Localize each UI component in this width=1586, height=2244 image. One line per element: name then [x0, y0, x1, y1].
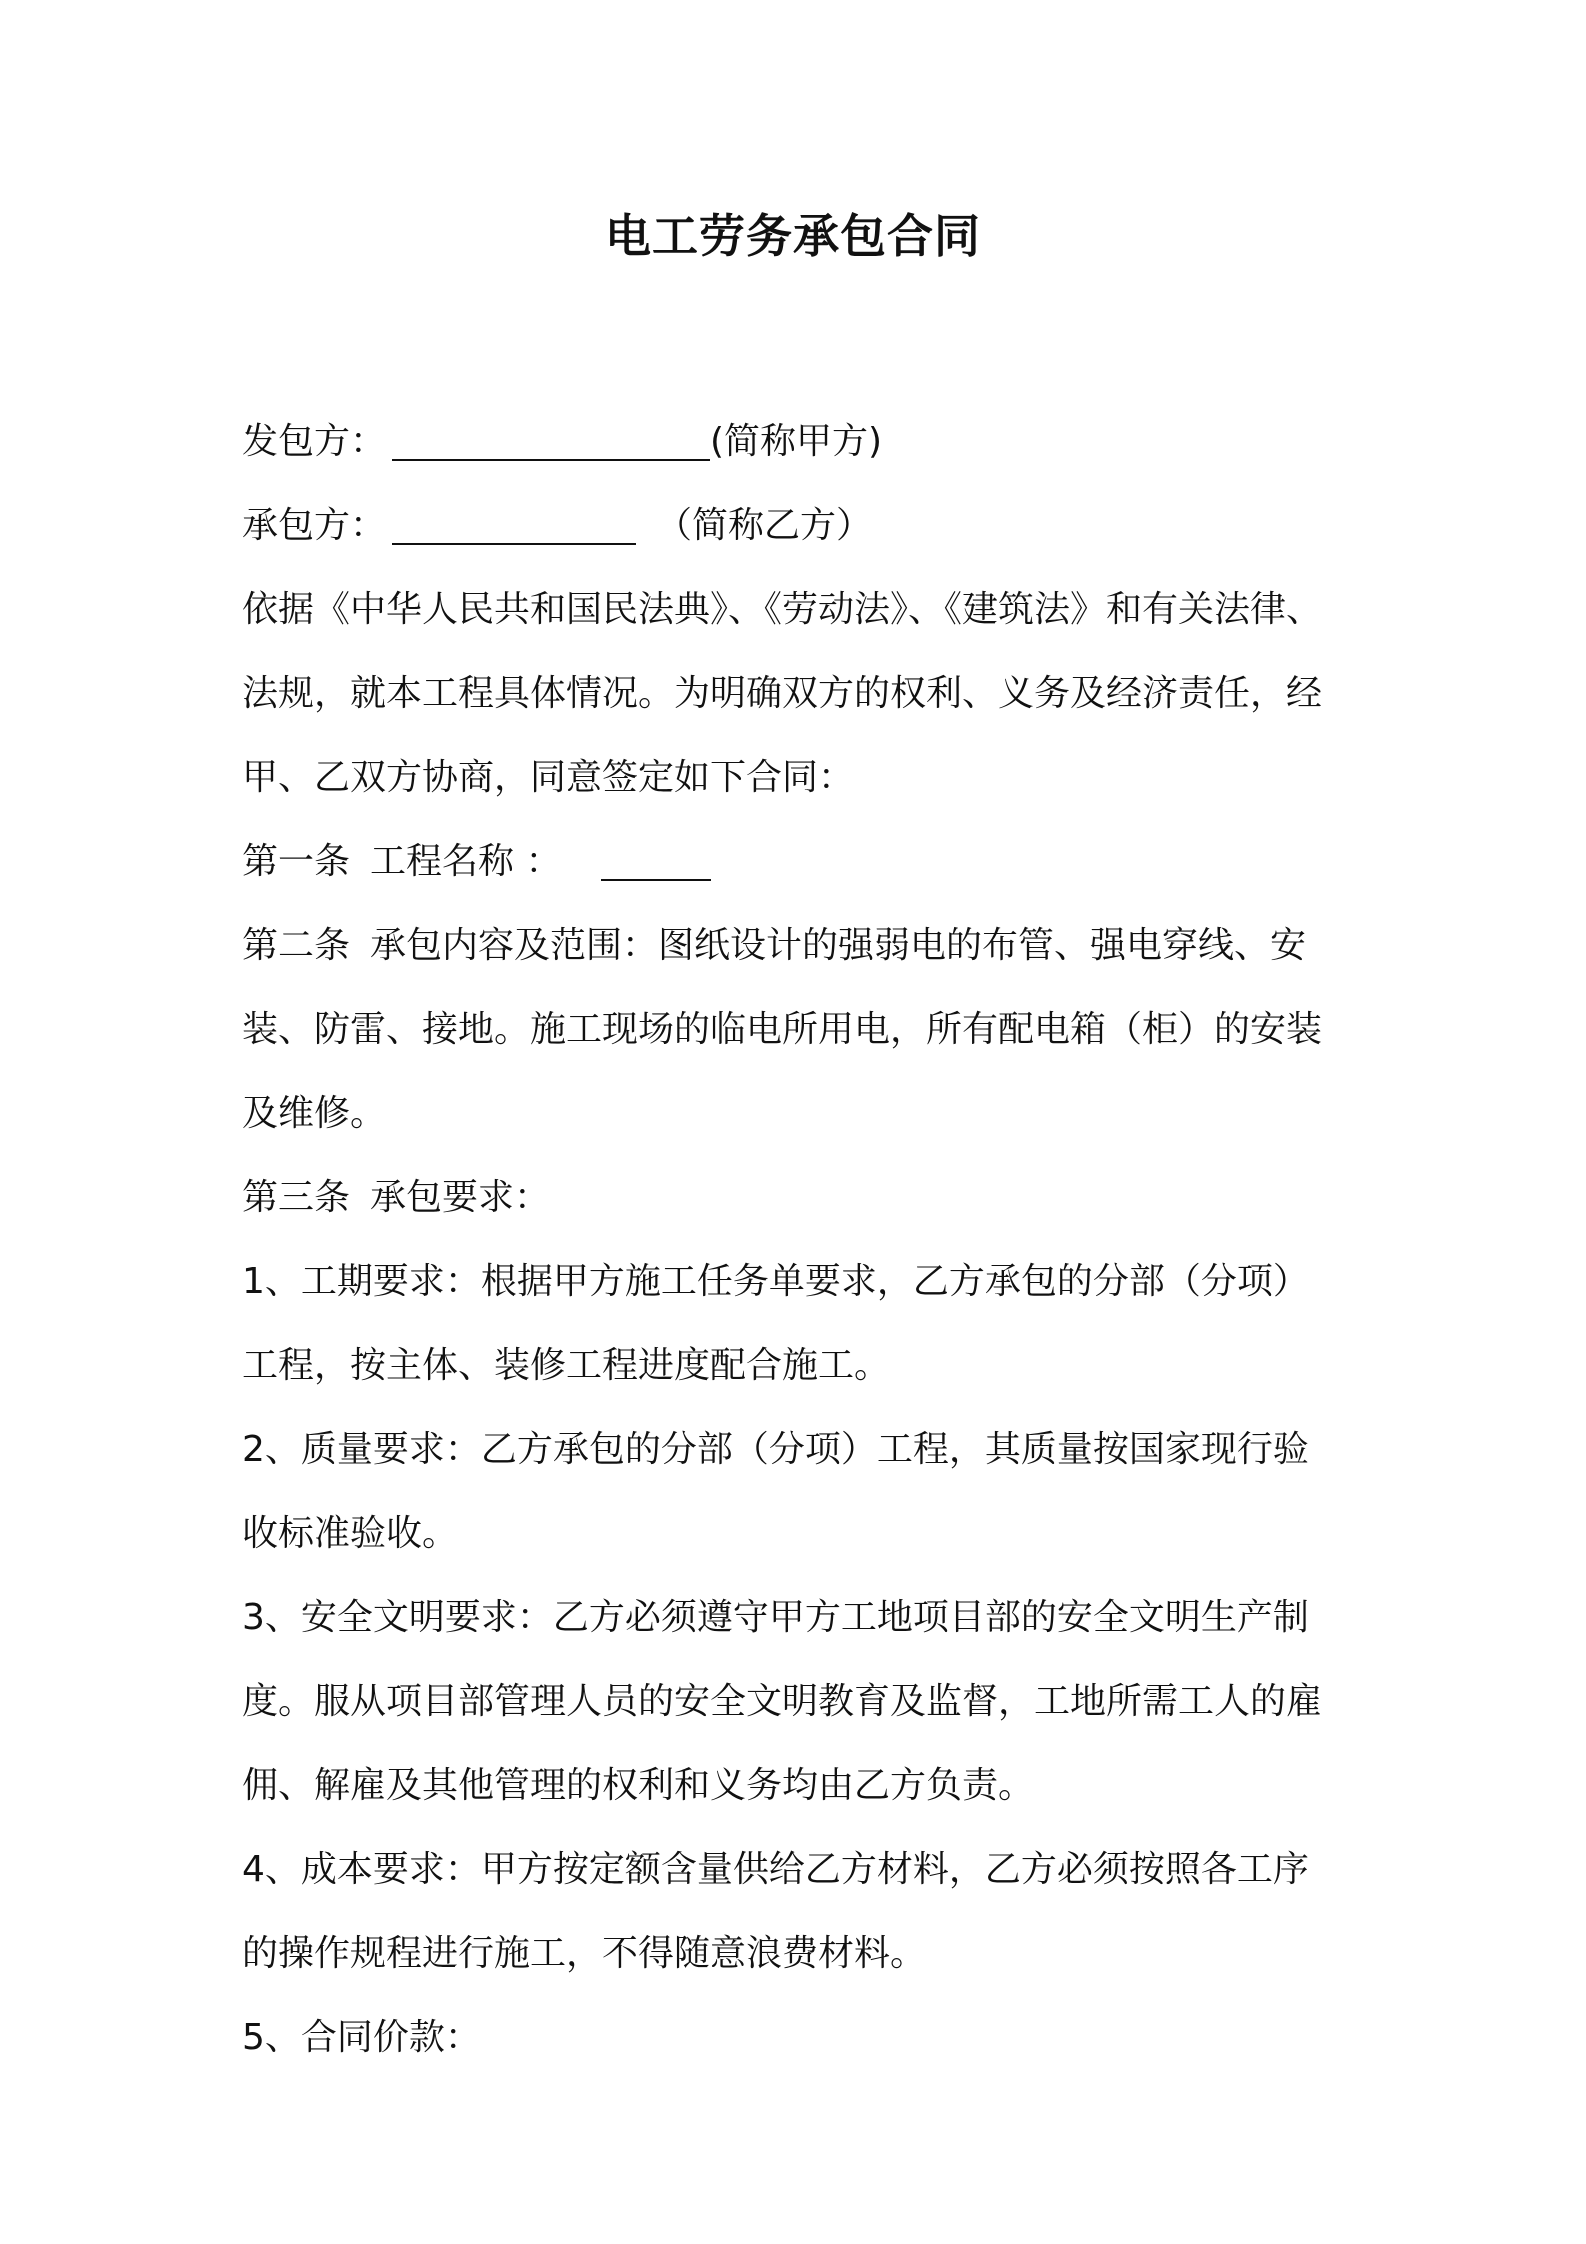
party-b-blank [392, 509, 636, 545]
item-5-line: 5、合同价款： [242, 2017, 481, 2058]
party-a-suffix: (简称甲方) [710, 421, 883, 462]
article-2-line: 及维修。 [242, 1093, 387, 1134]
item-3-line: 3、安全文明要求：乙方必须遵守甲方工地项目部的安全文明生产制 [242, 1597, 1309, 1638]
item-1-line: 工程，按主体、装修工程进度配合施工。 [242, 1345, 891, 1386]
party-a-blank [392, 425, 710, 461]
article-2-number: 第二条 [242, 925, 351, 966]
item-4-line: 的操作规程进行施工，不得随意浪费材料。 [242, 1933, 927, 1974]
party-a-line [242, 400, 1360, 484]
item-1-line: 1、工期要求：根据甲方施工任务单要求，乙方承包的分部（分项） [242, 1261, 1309, 1302]
document-title: 电工劳务承包合同 [605, 209, 981, 263]
item-2-line: 收标准验收。 [242, 1513, 459, 1554]
article-2-text: 承包内容及范围：图纸设计的强弱电的布管、强电穿线、安 [370, 925, 1307, 966]
article-1-text: 工程名称 ： [370, 841, 562, 882]
article-1-number: 第一条 [242, 841, 351, 882]
article-2-line: 装、防雷、接地。施工现场的临电所用电，所有配电箱（柜）的安装 [242, 1009, 1323, 1050]
party-b-line [242, 484, 1360, 568]
preamble-line: 甲、乙双方协商，同意签定如下合同： [242, 757, 855, 798]
preamble-line: 依据《中华人民共和国民法典》、《劳动法》、《建筑法》和有关法律、 [242, 589, 1323, 630]
party-a-label: 发包方： [242, 421, 387, 462]
article-2-line [242, 904, 1360, 988]
article-3-number: 第三条 [242, 1177, 351, 1218]
item-3-line: 度。服从项目部管理人员的安全文明教育及监督，工地所需工人的雇 [242, 1681, 1323, 1722]
article-3-text: 承包要求： [370, 1177, 551, 1218]
item-4-line: 4、成本要求：甲方按定额含量供给乙方材料，乙方必须按照各工序 [242, 1849, 1309, 1890]
preamble-line: 法规，就本工程具体情况。为明确双方的权利、义务及经济责任，经 [242, 673, 1323, 714]
item-3-line: 佣、解雇及其他管理的权利和义务均由乙方负责。 [242, 1765, 1035, 1806]
article-1-line [242, 820, 1360, 904]
document-body [242, 400, 1360, 2080]
party-b-label: 承包方： [242, 505, 387, 546]
project-name-blank [601, 845, 711, 881]
party-b-suffix: （简称乙方） [656, 505, 873, 546]
item-2-line: 2、质量要求：乙方承包的分部（分项）工程，其质量按国家现行验 [242, 1429, 1309, 1470]
article-3-line [242, 1156, 1360, 1240]
